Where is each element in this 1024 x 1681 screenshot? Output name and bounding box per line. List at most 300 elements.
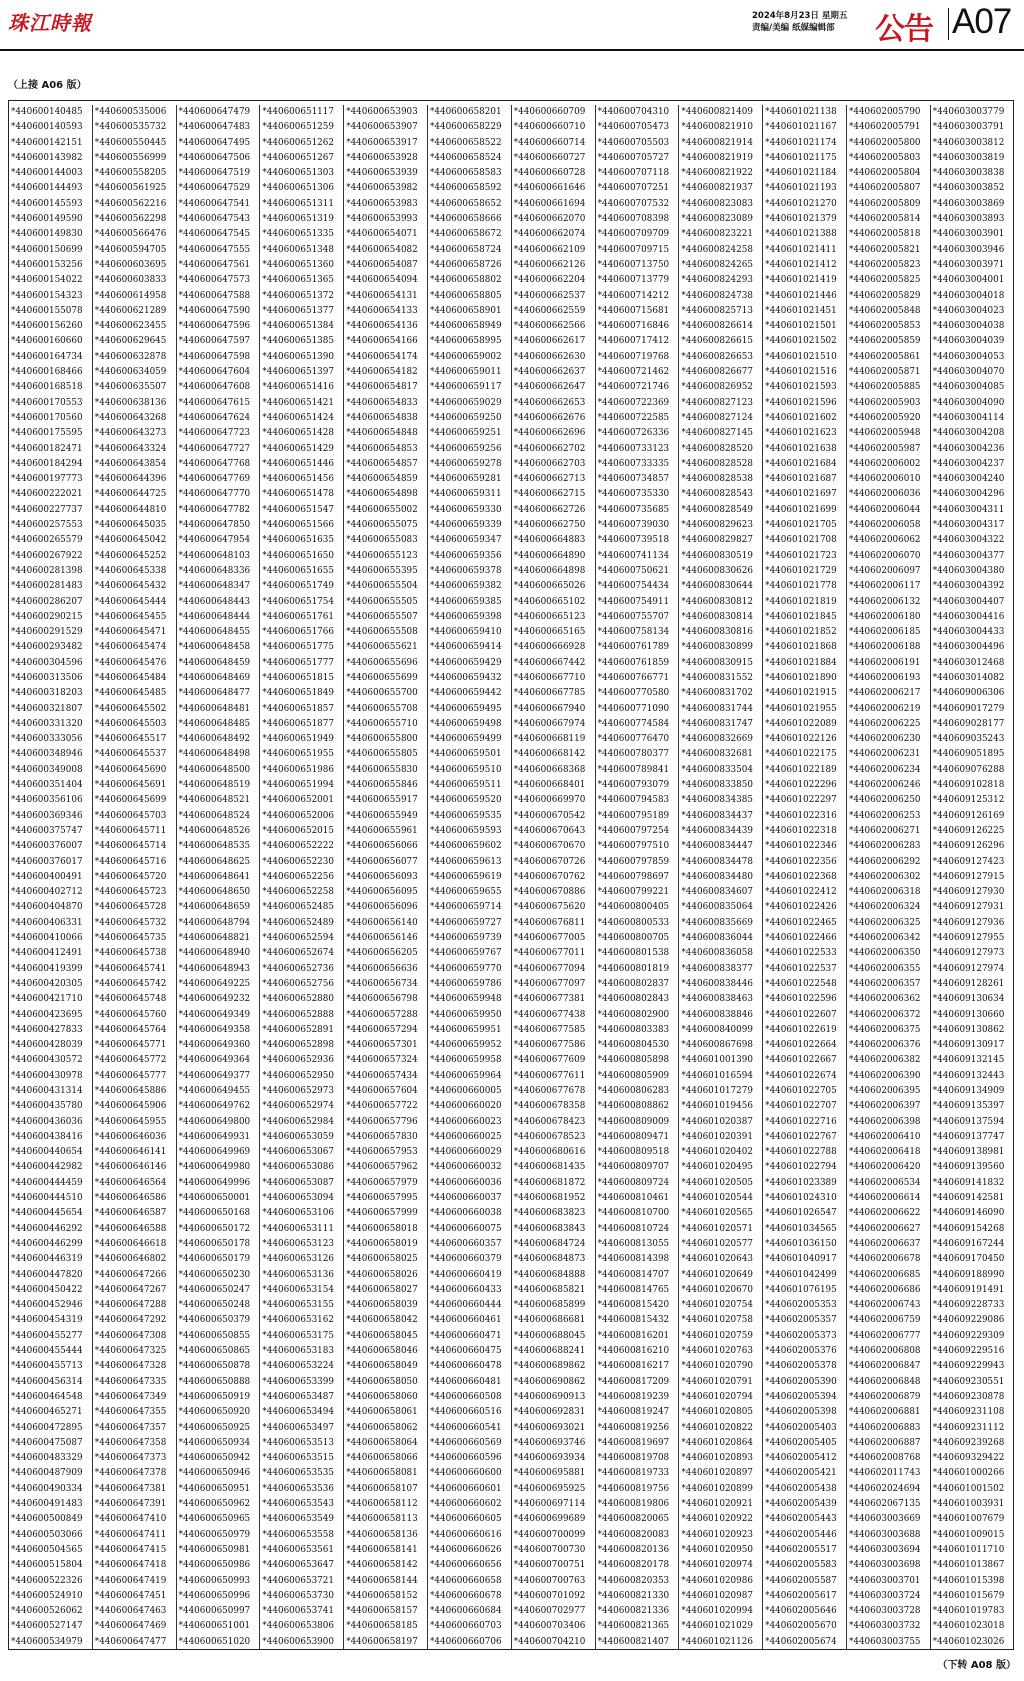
id-entry: *440600653513 [262,1437,334,1448]
id-entry: *440600168466 [11,367,83,378]
id-entry: *440600659281 [429,474,502,485]
id-entry: *440600647415 [94,1544,167,1555]
id-entry: *440600833850 [681,780,753,791]
id-entry: *440600647479 [178,107,251,117]
id-entry: *440600651377 [262,305,334,316]
id-entry: *440600647782 [178,504,251,515]
id-entry: *440600647723 [178,428,251,439]
id-entry: *440600655700 [346,688,418,699]
id-entry: *440600657288 [346,1009,418,1020]
id-entry: *440600821937 [681,183,753,194]
id-entry: *440601022356 [765,856,837,867]
id-entry: *440600722369 [597,397,670,408]
id-entry: *440601021175 [765,152,837,163]
id-entry: *440603003812 [932,137,1005,148]
id-entry: *440600144493 [11,183,83,194]
id-entry: *440602006362 [848,994,921,1005]
id-entry: *440600649364 [178,1055,251,1066]
id-entry: *440600838446 [681,978,753,989]
id-entry: *440602005790 [848,107,921,117]
id-entry: *440600667785 [513,688,586,699]
id-entry: *440601020763 [681,1346,753,1357]
id-entry: *440601020986 [681,1575,753,1586]
id-entry: *440600647555 [178,244,251,255]
id-entry: *440602005859 [848,336,921,347]
id-entry: *440600653721 [262,1575,334,1586]
id-entry: *440600659958 [429,1055,502,1066]
id-entry: *440600658112 [346,1499,418,1510]
id-entry: *440600436036 [11,1116,83,1127]
id-entry: *440600170553 [11,397,83,408]
id-entry: *440600267922 [11,550,83,561]
id-entry: *440600834437 [681,810,753,821]
id-entry: *440600646146 [94,1162,167,1173]
id-entry: *440600651456 [262,474,334,485]
id-entry: *440600831552 [681,672,753,683]
id-entry: *440600331320 [11,718,83,729]
id-entry: *440602005821 [848,244,921,255]
id-entry: *440600648469 [178,672,251,683]
id-entry: *440600654136 [346,321,418,332]
id-entry: *440600659498 [429,718,502,729]
id-entry: *440600658027 [346,1284,418,1295]
id-entry: *440600838463 [681,994,753,1005]
id-entry: *440600776470 [597,734,670,745]
id-entry: *440603004322 [932,535,1005,546]
id-entry: *440602008768 [848,1453,921,1464]
id-entry: *440600813055 [597,1238,670,1249]
id-entry: *440600662630 [513,351,586,362]
id-entry: *440600650865 [178,1346,251,1357]
id-entry: *440600643324 [94,443,167,454]
id-entry: *440600420305 [11,978,83,989]
id-entry: *440600454319 [11,1315,83,1326]
listing-column [512,105,596,1649]
id-entry: *440601021868 [765,642,837,653]
id-entry: *440609130917 [932,1040,1005,1051]
id-entry: *440602005791 [848,122,921,133]
id-entry: *440603004240 [932,474,1005,485]
id-entry: *440600653806 [262,1621,334,1632]
id-entry: *440600438416 [11,1131,83,1142]
id-entry: *440603004053 [932,351,1005,362]
id-entry: *440601021516 [765,367,837,378]
listing-column [763,105,847,1649]
id-entry: *440600826677 [681,367,753,378]
id-entry: *440601020974 [681,1560,753,1571]
id-entry: *440600647573 [178,275,251,286]
id-entry: *440609127973 [932,948,1005,959]
id-entry: *440600653993 [346,214,418,225]
id-entry: *440603003901 [932,229,1005,240]
id-entry: *440600658144 [346,1575,418,1586]
id-entry: *440601022716 [765,1116,837,1127]
id-entry: *440603004208 [932,428,1005,439]
id-entry: *440602006302 [848,871,921,882]
id-entry: *440600647541 [178,198,251,209]
id-entry: *440603004090 [932,397,1005,408]
id-entry: *440600651761 [262,611,334,622]
id-entry: *440600651478 [262,489,334,500]
id-entry: *440600770580 [597,688,670,699]
id-entry: *440601021778 [765,581,837,592]
id-entry: *440600658142 [346,1560,418,1571]
id-entry: *440600653928 [346,152,418,163]
id-entry: *440600656095 [346,887,418,898]
id-entry: *440600651311 [262,198,334,209]
id-entry: *440602005583 [765,1560,837,1571]
id-entry: *440600819697 [597,1437,670,1448]
id-entry: *440600676811 [513,917,586,928]
id-entry: *440600154323 [11,290,83,301]
id-entry: *440600646587 [94,1208,167,1219]
id-entry: *440600452946 [11,1300,83,1311]
id-entry: *440600659602 [429,841,502,852]
id-entry: *440600709715 [597,244,670,255]
id-entry: *440600648535 [178,841,251,852]
id-entry: *440601020649 [681,1269,753,1280]
id-entry: *440600653136 [262,1269,334,1280]
id-entry: *440601020805 [681,1407,753,1418]
id-entry: *440600660037 [429,1193,502,1204]
id-entry: *440600688045 [513,1330,586,1341]
id-entry: *440609139560 [932,1162,1005,1173]
id-entry: *440600659378 [429,565,502,576]
id-entry: *440602006759 [848,1315,921,1326]
id-entry: *440600650981 [178,1544,251,1555]
id-entry: *440600651949 [262,734,334,745]
id-entry: *440602006002 [848,458,921,469]
id-entry: *440602005617 [765,1590,837,1601]
id-entry: *440600670886 [513,887,586,898]
id-entry: *440600649762 [178,1101,251,1112]
id-entry: *440609154268 [932,1223,1005,1234]
id-entry: *440600654817 [346,382,418,393]
id-entry: *440600670726 [513,856,586,867]
id-entry: *440600651428 [262,428,334,439]
id-entry: *440600654857 [346,458,418,469]
id-entry: *440600662637 [513,367,586,378]
id-entry: *440600647519 [178,168,251,179]
id-entry: *440600799221 [597,887,670,898]
id-entry: *440600654133 [346,305,418,316]
id-entry: *440600653162 [262,1315,334,1326]
id-entry: *440600645471 [94,627,167,638]
masthead [0,0,1024,50]
id-entry: *440602006637 [848,1238,921,1249]
id-entry: *440601021412 [765,259,837,270]
id-entry: *440602006350 [848,948,921,959]
id-entry: *440600701092 [513,1590,586,1601]
id-entry: *440602005825 [848,275,921,286]
id-entry: *440600651416 [262,382,334,393]
id-entry: *440601020994 [681,1606,753,1617]
id-entry: *440601023026 [932,1636,1005,1647]
id-entry: *440601022368 [765,871,837,882]
id-entry: *440600558205 [94,168,167,179]
listing-column [931,105,1015,1649]
id-entry: *440600659278 [429,458,502,469]
id-entry: *440600647545 [178,229,251,240]
id-entry: *440600658141 [346,1544,418,1555]
id-entry: *440600657953 [346,1147,418,1158]
id-entry: *440602006808 [848,1346,921,1357]
id-entry: *440600653399 [262,1376,334,1387]
id-entry: *440600647590 [178,305,251,316]
id-entry: *440600658802 [429,275,502,286]
id-entry: *440609127931 [932,902,1005,913]
id-entry: *440600800533 [597,917,670,928]
id-entry: *440600645732 [94,917,167,928]
id-entry: *440600823083 [681,198,753,209]
id-entry: *440600645517 [94,734,167,745]
id-entry: *440601020505 [681,1177,753,1188]
id-entry: *440600652256 [262,871,334,882]
id-entry: *440600654853 [346,443,418,454]
id-entry: *440600652984 [262,1116,334,1127]
id-entry: *440600647451 [94,1590,167,1601]
id-entry: *440600656096 [346,902,418,913]
id-entry: *440600739518 [597,535,670,546]
id-entry: *440601021852 [765,627,837,638]
id-entry: *440601020822 [681,1422,753,1433]
id-entry: *440600758134 [597,627,670,638]
id-entry: *440600645716 [94,856,167,867]
id-entry: *440601020791 [681,1376,753,1387]
id-entry: *440602006375 [848,1024,921,1035]
id-entry: *440600634059 [94,367,167,378]
id-entry: *440609231108 [932,1407,1005,1418]
id-entry: *440600653907 [346,122,418,133]
id-entry: *440600650920 [178,1407,251,1418]
id-entry: *440600831744 [681,703,753,714]
id-entry: *440601020923 [681,1529,753,1540]
id-entry: *440600646802 [94,1254,167,1265]
id-entry: *440600659432 [429,672,502,683]
id-entry: *440600656734 [346,978,418,989]
id-entry: *440600819708 [597,1453,670,1464]
id-entry: *440600750621 [597,565,670,576]
id-entry: *440600629645 [94,336,167,347]
id-entry: *440603003701 [848,1575,921,1586]
id-entry: *440600651635 [262,535,334,546]
id-entry: *440600695881 [513,1468,586,1479]
id-entry: *440609134909 [932,1086,1005,1096]
id-entry: *440600658107 [346,1483,418,1494]
id-entry: *440600652222 [262,841,334,852]
id-entry: *440600652736 [262,963,334,974]
id-entry: *440600428039 [11,1040,83,1051]
id-entry: *440601020670 [681,1284,753,1295]
id-entry: *440600658060 [346,1391,418,1402]
id-entry: *440600708398 [597,214,670,225]
id-entry: *440602067135 [848,1499,921,1510]
id-entry: *440600644396 [94,474,167,485]
id-entry: *440600653126 [262,1254,334,1265]
id-entry: *440600703406 [513,1621,586,1632]
id-entry: *440600819733 [597,1468,670,1479]
id-entry: *440600651262 [262,137,334,148]
id-entry: *440600456314 [11,1376,83,1387]
id-entry: *440600653983 [346,198,418,209]
id-entry: *440600660020 [429,1101,502,1112]
id-entry: *440600143982 [11,152,83,163]
id-entry: *440600659535 [429,810,502,821]
id-entry: *440600660075 [429,1223,502,1234]
id-entry: *440600160660 [11,336,83,347]
id-entry: *440600650965 [178,1514,251,1525]
id-entry: *440600650996 [178,1590,251,1601]
id-entry: *440600645711 [94,825,167,836]
id-entry: *440600653549 [262,1514,334,1525]
id-entry: *440600803383 [597,1024,670,1035]
id-entry: *440600651319 [262,214,334,225]
id-entry: *440600655508 [346,627,418,638]
id-entry: *440600648625 [178,856,251,867]
id-entry: *440600652674 [262,948,334,959]
id-entry: *440601021502 [765,336,837,347]
id-entry: *440600522326 [11,1575,83,1586]
id-entry: *440600653086 [262,1162,334,1173]
id-entry: *440600774584 [597,718,670,729]
id-entry: *440602005646 [765,1606,837,1617]
id-entry: *440609028177 [932,718,1005,729]
id-entry: *440600831702 [681,688,753,699]
id-entry: *440600632878 [94,351,167,362]
id-entry: *440600660541 [429,1422,502,1433]
id-entry: *440600677609 [513,1055,586,1066]
id-entry: *440602024694 [848,1483,921,1494]
id-entry: *440600655699 [346,672,418,683]
id-entry: *440600655830 [346,764,418,775]
id-entry: *440600651020 [178,1636,251,1647]
id-entry: *440609130634 [932,994,1005,1005]
id-entry: *440600475087 [11,1437,83,1448]
id-entry: *440600647266 [94,1269,167,1280]
id-entry: *440601023018 [932,1621,1005,1632]
id-entry: *440600648650 [178,887,251,898]
id-entry: *440601022297 [765,795,837,806]
id-entry: *440600656146 [346,933,418,944]
id-entry: *440600680616 [513,1147,586,1158]
id-entry: *440600647768 [178,458,251,469]
header-rule [0,49,1024,51]
id-entry: *440601022175 [765,749,837,760]
id-entry: *440600824293 [681,275,753,286]
id-entry: *440600142151 [11,137,83,148]
id-entry: *440600651566 [262,520,334,531]
id-entry: *440600707251 [597,183,670,194]
id-entry: *440600814398 [597,1254,670,1265]
id-entry: *440600662070 [513,214,586,225]
id-entry: *440600650951 [178,1483,251,1494]
id-entry: *440602006420 [848,1162,921,1173]
continued-to-note: （下转 A08 版） [937,1660,1016,1671]
id-entry: *440600810724 [597,1223,670,1234]
id-entry: *440602005353 [765,1300,837,1311]
id-entry: *440603004018 [932,290,1005,301]
id-entry: *440600657796 [346,1116,418,1127]
id-entry: *440601023389 [765,1177,837,1188]
id-entry: *440600535732 [94,122,167,133]
id-entry: *440600651384 [262,321,334,332]
id-entry: *440601021884 [765,657,837,668]
id-entry: *440600435780 [11,1101,83,1112]
id-entry: *440600754911 [597,596,670,607]
id-entry: *440600644810 [94,504,167,515]
id-entry: *440600651424 [262,412,334,423]
id-entry: *440600645432 [94,581,167,592]
id-entry: *440600464548 [11,1391,83,1402]
id-entry: *440601021501 [765,321,837,332]
id-entry: *440600664883 [513,535,586,546]
id-entry: *440600771090 [597,703,670,714]
id-entry: *440601022707 [765,1101,837,1112]
id-entry: *440600281483 [11,581,83,592]
id-entry: *440600653741 [262,1606,334,1617]
id-entry: *440600794583 [597,795,670,806]
id-entry: *440601022465 [765,917,837,928]
id-entry: *440609146090 [932,1208,1005,1219]
id-entry: *440600603695 [94,259,167,270]
id-entry: *440600658666 [429,214,502,225]
id-entry: *440600654898 [346,489,418,500]
id-entry: *440600662713 [513,474,586,485]
id-entry: *440600667974 [513,718,586,729]
id-entry: *440600647770 [178,489,251,500]
id-entry: *440600623455 [94,321,167,332]
id-entry: *440600741134 [597,550,670,561]
id-entry: *440603004038 [932,321,1005,332]
id-entry: *440600653087 [262,1177,334,1188]
id-entry: *440600648347 [178,581,251,592]
id-entry: *440600648524 [178,810,251,821]
id-entry: *440600665165 [513,627,586,638]
id-entry: *440600798697 [597,871,670,882]
id-entry: *440600652230 [262,856,334,867]
id-entry: *440600657830 [346,1131,418,1142]
id-entry: *440602006185 [848,627,921,638]
id-entry: *440600690913 [513,1391,586,1402]
id-entry: *440600834447 [681,841,753,852]
id-entry: *440602005412 [765,1453,837,1464]
id-entry: *440601015679 [932,1590,1005,1601]
id-entry: *440603003724 [848,1590,921,1601]
id-entry: *440601020790 [681,1361,753,1372]
id-entry: *440600155078 [11,305,83,316]
id-entry: *440609239268 [932,1437,1005,1448]
id-entry: *440600647358 [94,1437,167,1448]
id-entry: *440600830816 [681,627,753,638]
id-entry: *440600651655 [262,565,334,576]
id-entry: *440600175595 [11,428,83,439]
id-entry: *440600645886 [94,1086,167,1096]
id-entry: *440601022189 [765,764,837,775]
id-entry: *440600707118 [597,168,670,179]
id-entry: *440600655075 [346,520,418,531]
id-entry: *440600645485 [94,688,167,699]
id-entry: *440602006743 [848,1300,921,1311]
id-entry: *440602006847 [848,1361,921,1372]
id-entry: *440601020922 [681,1514,753,1525]
id-entry: *440600648521 [178,795,251,806]
id-entry: *440600660616 [429,1529,502,1540]
id-entry: *440600376007 [11,841,83,852]
id-entry: *440602006678 [848,1254,921,1265]
id-entry: *440601021708 [765,535,837,546]
id-entry: *440600827124 [681,412,753,423]
id-entry: *440600647328 [94,1361,167,1372]
